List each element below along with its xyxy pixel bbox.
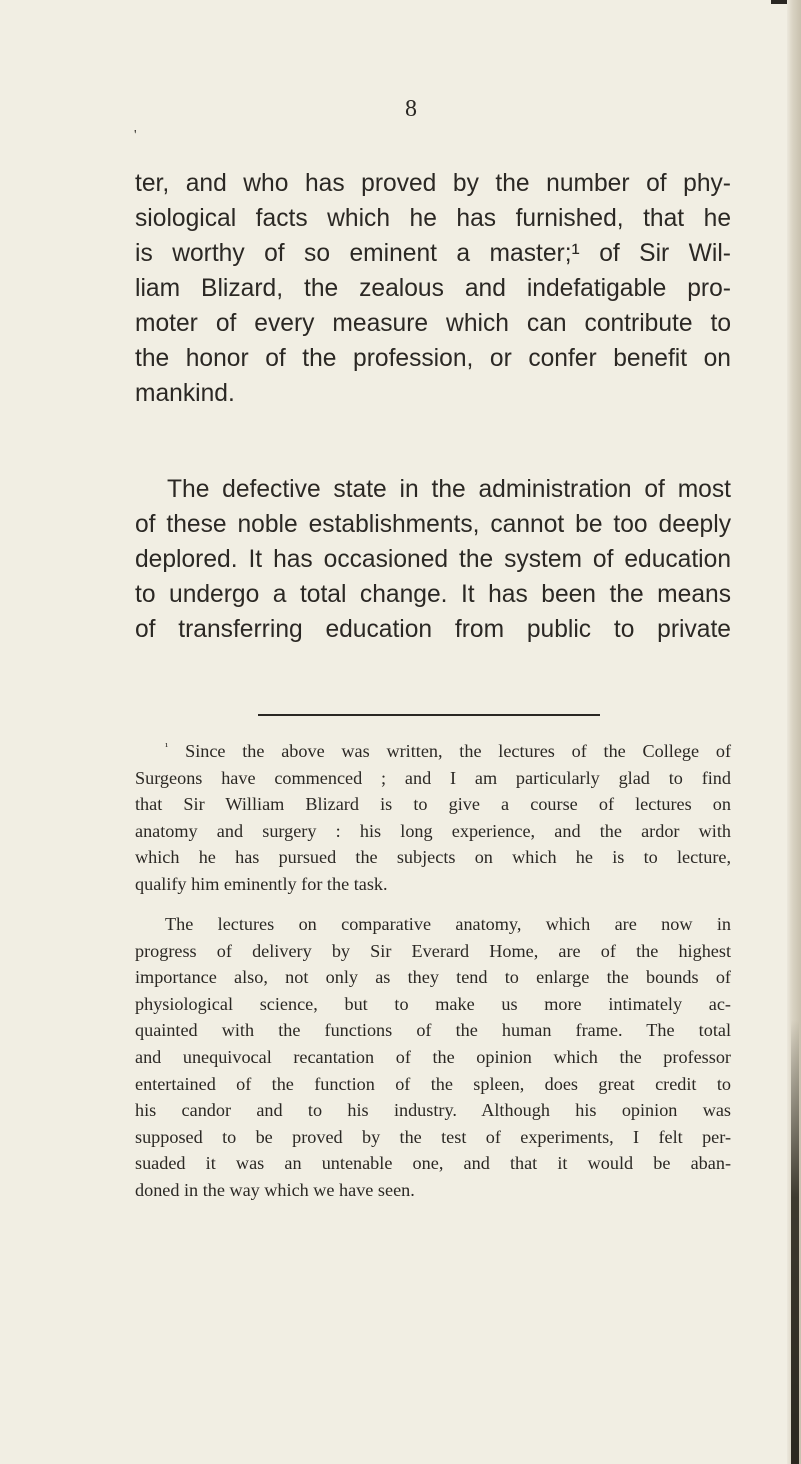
- footnote-line: progress of delivery by Sir Everard Home, are of the highest: [135, 940, 731, 961]
- paragraph-line: of these noble establishments, cannot be too deeply: [135, 511, 731, 538]
- paragraph-1: [135, 166, 731, 411]
- footnote-line: suaded it was an untenable one, and that it would be aban-: [135, 1153, 731, 1174]
- footnote-line: Surgeons have commenced ; and I am particularly glad to find: [135, 767, 731, 788]
- paragraph-line: ter, and who has proved by the number of phy-: [135, 170, 731, 197]
- paragraph-line: The defective state in the administration of most: [167, 476, 731, 503]
- page-number: 8: [405, 96, 417, 122]
- paragraph-2: [135, 472, 731, 647]
- footnote-line: physiological science, but to make us more intimately ac-: [135, 993, 731, 1014]
- footnote-line: and unequivocal recantation of the opinion which the professor: [135, 1046, 731, 1067]
- footnote-line: quainted with the functions of the human frame. The total: [135, 1020, 731, 1041]
- paragraph-line: siological facts which he has furnished, that he: [135, 205, 731, 232]
- footnote-line: doned in the way which we have seen.: [135, 1179, 415, 1200]
- footnote-line: qualify him eminently for the task.: [135, 873, 388, 894]
- binding-shadow: [791, 1020, 799, 1464]
- footnote-line: that Sir William Blizard is to give a course of lectures on: [135, 794, 731, 815]
- paragraph-line: the honor of the profession, or confer benefit on: [135, 345, 731, 372]
- paragraph-line: deplored. It has occasioned the system of education: [135, 546, 731, 573]
- footnote-2: [135, 911, 731, 1204]
- footnote-line: which he has pursued the subjects on which he is to lecture,: [135, 847, 731, 868]
- paragraph-line: of transferring education from public to private: [135, 616, 731, 643]
- paragraph-line: to undergo a total change. It has been the means: [135, 581, 731, 608]
- footnote-marker: ¹: [165, 740, 169, 753]
- footnote-line: anatomy and surgery : his long experience, and the ardor with: [135, 820, 731, 841]
- paragraph-line: mankind.: [135, 380, 235, 407]
- footnote-line: his candor and to his industry. Although his opinion was: [135, 1100, 731, 1121]
- footnote-text: Since the above was written, the lectures of the College of: [185, 741, 731, 761]
- footnote-line: importance also, not only as they tend to enlarge the bounds of: [135, 967, 731, 988]
- footnote-line: supposed to be proved by the test of experiments, I felt per-: [135, 1126, 731, 1147]
- printer-mark: ': [134, 128, 137, 143]
- paragraph-line: is worthy of so eminent a master;¹ of Sir Wil-: [135, 240, 731, 267]
- footnote-line: The lectures on comparative anatomy, which are now in: [165, 914, 731, 934]
- paragraph-line: moter of every measure which can contribute to: [135, 310, 731, 337]
- footnote-line: entertained of the function of the spleen, does great credit to: [135, 1073, 731, 1094]
- paragraph-line: liam Blizard, the zealous and indefatigable pro-: [135, 275, 731, 302]
- footnote-1: [135, 738, 731, 898]
- footnote-line: [135, 738, 731, 765]
- footnote-divider: [258, 714, 600, 716]
